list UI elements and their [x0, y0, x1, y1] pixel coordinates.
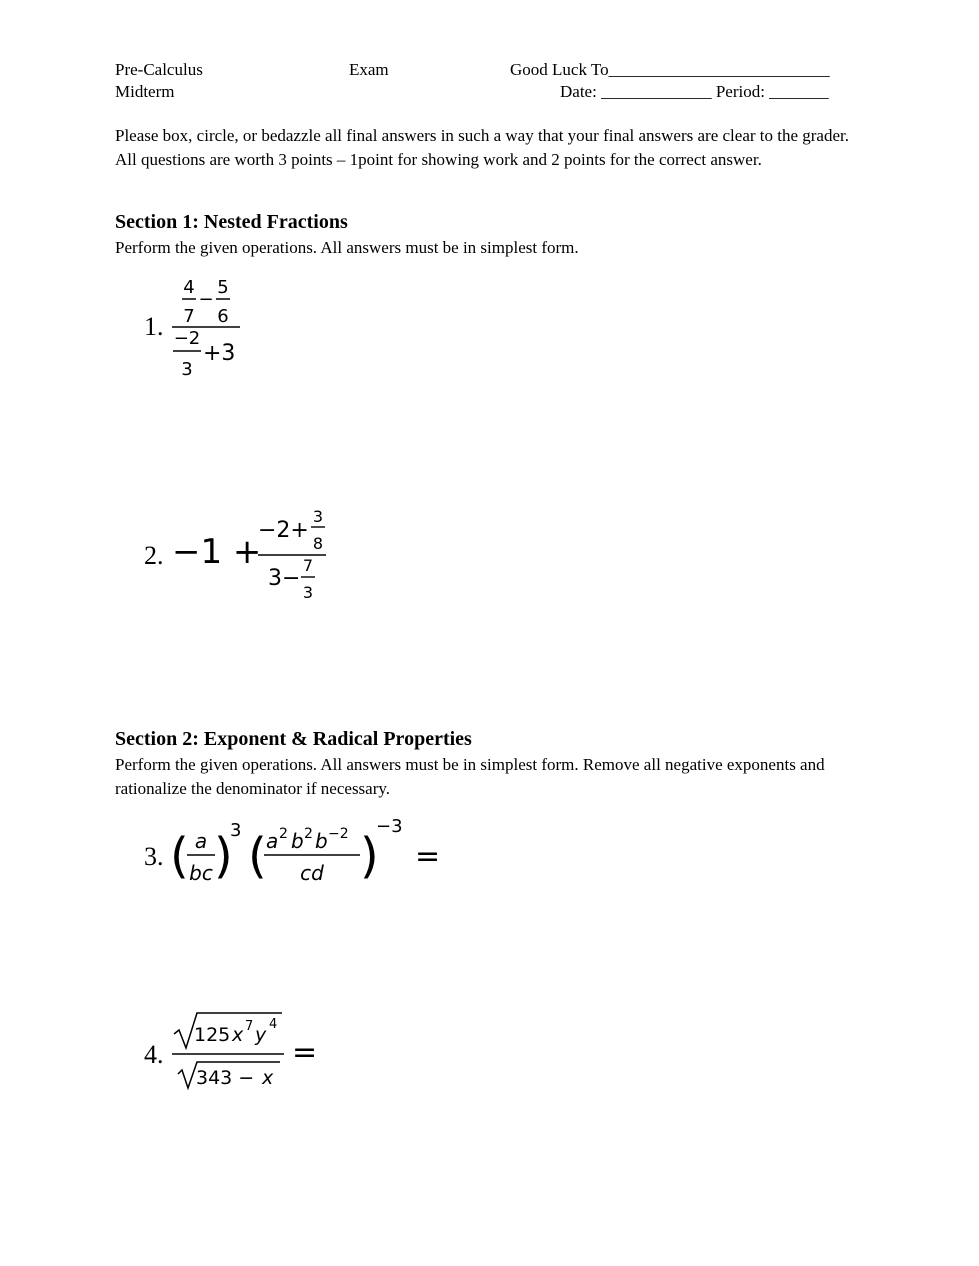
q2-bottom-numerator: 7: [302, 556, 314, 575]
date-period-field: Date: _____________ Period: _______: [560, 82, 829, 101]
q2-lead: −1 +: [172, 532, 262, 572]
q3-right-paren-2: ): [360, 828, 379, 884]
q4-number: 4.: [144, 1040, 164, 1069]
q3-f1-denominator: bc: [189, 861, 213, 885]
q1-denominator-6: 6: [217, 306, 229, 327]
q3-a-exp: 2: [279, 826, 288, 842]
q4-expression: [170, 1008, 330, 1092]
q2-bottom-denominator: 3: [302, 583, 314, 602]
q3-right-paren-1: ): [214, 828, 233, 884]
q4-denominator-x: x: [262, 1067, 274, 1089]
q1-denominator-7: 7: [183, 306, 195, 327]
q3-exponent-1: 3: [230, 820, 242, 841]
q3-exponent-2: −3: [376, 816, 403, 837]
q2-top-denominator: 8: [312, 534, 324, 553]
q3-b1: b: [291, 829, 304, 853]
q2-top-lead: −2+: [258, 518, 309, 543]
section2-directions: Perform the given operations. All answers must be in simplest form. Remove all negative exponents and rationalize the denominator if necessary.: [115, 755, 825, 798]
q1-numerator-neg2: −2: [173, 328, 201, 349]
q2-expression: [256, 505, 336, 605]
course-subtitle: Midterm: [115, 82, 175, 101]
instructions: Please box, circle, or bedazzle all final answers in such a way that your final answers are clear to the grader. All questions are worth 3 points – 1point for showing work and 2 points for the correct answer.: [115, 126, 849, 169]
q3-equals: =: [415, 839, 441, 874]
q2-number: 2.: [144, 541, 164, 570]
q3-f1-numerator: a: [194, 829, 208, 853]
course-title: Pre-Calculus: [115, 60, 203, 79]
q4-x-exp: 7: [245, 1019, 254, 1034]
q4-denominator: 343 −: [196, 1067, 261, 1089]
q4-x: x: [232, 1024, 244, 1046]
section2-title: Section 2: Exponent & Radical Properties: [115, 728, 472, 750]
q3-number: 3.: [144, 842, 164, 871]
q4-y-exp: 4: [269, 1017, 278, 1032]
q1-plus-3: +3: [203, 341, 236, 366]
q3-f2-denominator: cd: [300, 861, 324, 885]
q1-expression: [168, 272, 248, 382]
name-field: Good Luck To__________________________: [510, 60, 830, 79]
q3-expression: [168, 810, 458, 890]
q1-number: 1.: [144, 312, 164, 341]
q3-b1-exp: 2: [304, 826, 313, 842]
q2-bottom-lead: 3−: [268, 566, 301, 591]
q4-equals: =: [292, 1035, 318, 1070]
q4-coef: 125: [194, 1024, 231, 1046]
q1-minus: −: [198, 289, 214, 310]
exam-label: Exam: [349, 60, 389, 79]
q4-y: y: [255, 1024, 267, 1046]
q3-left-paren-1: (: [170, 828, 189, 884]
q3-b2: b: [315, 829, 328, 853]
q2-top-numerator: 3: [312, 507, 324, 526]
section1-title: Section 1: Nested Fractions: [115, 211, 348, 233]
q3-left-paren-2: (: [248, 828, 267, 884]
q1-numerator-4: 4: [183, 277, 195, 298]
q1-numerator-5: 5: [217, 277, 229, 298]
q1-denominator-3: 3: [181, 359, 193, 380]
section1-directions: Perform the given operations. All answers must be in simplest form.: [115, 238, 579, 257]
q3-a: a: [266, 829, 279, 853]
q3-b2-exp: −2: [328, 826, 349, 842]
